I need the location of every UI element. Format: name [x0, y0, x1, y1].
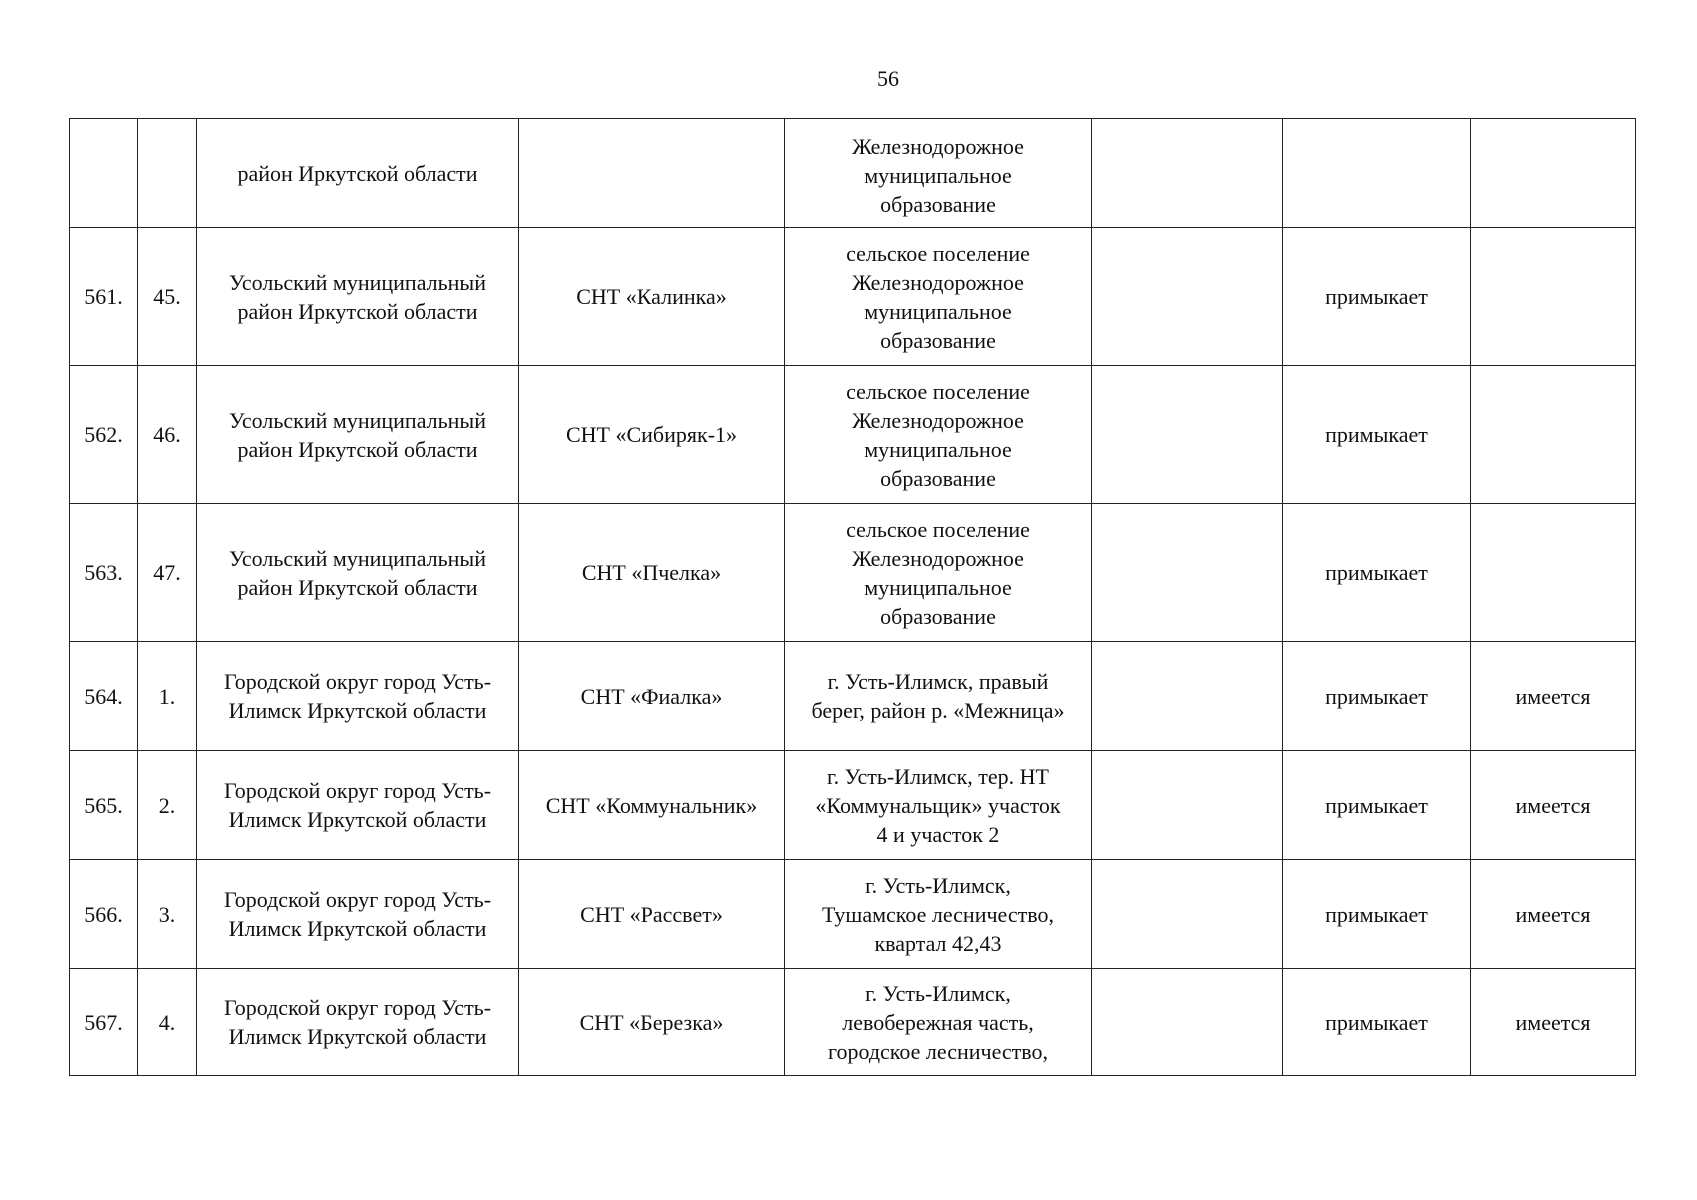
cell-name: СНТ «Пчелка» [519, 504, 785, 642]
cell-name: СНТ «Березка» [519, 969, 785, 1076]
cell-adjacency: примыкает [1283, 751, 1471, 860]
location-line: сельское поселение [846, 378, 1030, 404]
cell-sub: 3. [138, 860, 197, 969]
location-line: муниципальное [864, 162, 1012, 188]
cell-location [785, 642, 1092, 751]
cell-district: район Иркутской области [197, 119, 519, 228]
cell-adjacency: примыкает [1283, 969, 1471, 1076]
cell-col6 [1092, 228, 1283, 366]
table-row [70, 366, 1636, 504]
location-line: сельское поселение [846, 240, 1030, 266]
table-row [70, 642, 1636, 751]
location-line: образование [880, 191, 996, 217]
location-line: муниципальное [864, 574, 1012, 600]
cell-location [785, 504, 1092, 642]
cell-name: СНТ «Рассвет» [519, 860, 785, 969]
table-row [70, 860, 1636, 969]
cell-num: 565. [70, 751, 138, 860]
cell-col6 [1092, 751, 1283, 860]
cell-adjacency: примыкает [1283, 366, 1471, 504]
location-line: образование [880, 465, 996, 491]
cell-col6 [1092, 642, 1283, 751]
cell-num: 564. [70, 642, 138, 751]
cell-district: Городской округ город Усть-Илимск Иркутской области [197, 860, 519, 969]
location-line: муниципальное [864, 298, 1012, 324]
location-line: берег, район р. «Межница» [811, 698, 1065, 723]
cell-location [785, 366, 1092, 504]
cell-adjacency: примыкает [1283, 228, 1471, 366]
cell-location [785, 860, 1092, 969]
cell-name: СНТ «Сибиряк-1» [519, 366, 785, 504]
location-line: квартал 42,43 [874, 930, 1002, 956]
cell-presence: имеется [1471, 751, 1636, 860]
cell-district: Городской округ город Усть-Илимск Иркутской области [197, 642, 519, 751]
cell-col6 [1092, 969, 1283, 1076]
cell-col6 [1092, 119, 1283, 228]
table-row [70, 504, 1636, 642]
cell-presence [1471, 119, 1636, 228]
cell-num [70, 119, 138, 228]
table-row [70, 751, 1636, 860]
location-line: образование [880, 327, 996, 353]
cell-district: Усольский муниципальный район Иркутской области [197, 504, 519, 642]
location-line: сельское поселение [846, 516, 1030, 542]
location-line: Железнодорожное [852, 133, 1024, 159]
location-line: Железнодорожное [852, 545, 1024, 571]
cell-sub: 4. [138, 969, 197, 1076]
page-number: 56 [877, 66, 899, 91]
cell-num: 562. [70, 366, 138, 504]
cell-district: Усольский муниципальный район Иркутской области [197, 366, 519, 504]
cell-num: 566. [70, 860, 138, 969]
cell-presence: имеется [1471, 642, 1636, 751]
cell-sub: 2. [138, 751, 197, 860]
table-row-continuation [70, 119, 1636, 228]
cell-sub: 45. [138, 228, 197, 366]
cell-num: 563. [70, 504, 138, 642]
cell-name: СНТ «Коммунальник» [519, 751, 785, 860]
cell-sub [138, 119, 197, 228]
cell-adjacency [1283, 119, 1471, 228]
location-line: 4 и участок 2 [876, 821, 1000, 847]
location-line: левобережная часть, [842, 1009, 1034, 1035]
location-line: муниципальное [864, 436, 1012, 462]
registry-table [69, 118, 1636, 1076]
cell-col6 [1092, 366, 1283, 504]
cell-adjacency: примыкает [1283, 860, 1471, 969]
location-line: Железнодорожное [852, 407, 1024, 433]
location-line: образование [880, 603, 996, 629]
cell-name: СНТ «Калинка» [519, 228, 785, 366]
cell-district: Городской округ город Усть-Илимск Иркутской области [197, 751, 519, 860]
cell-adjacency: примыкает [1283, 642, 1471, 751]
cell-district: Усольский муниципальный район Иркутской области [197, 228, 519, 366]
location-line: Железнодорожное [852, 269, 1024, 295]
cell-adjacency: примыкает [1283, 504, 1471, 642]
cell-presence [1471, 366, 1636, 504]
table-row [70, 228, 1636, 366]
location-line: «Коммунальщик» участок [815, 792, 1061, 818]
cell-location [785, 119, 1092, 228]
location-line: г. Усть-Илимск, тер. НТ [827, 763, 1049, 789]
cell-num: 561. [70, 228, 138, 366]
cell-num: 567. [70, 969, 138, 1076]
cell-location [785, 751, 1092, 860]
cell-sub: 1. [138, 642, 197, 751]
cell-name: СНТ «Фиалка» [519, 642, 785, 751]
cell-presence: имеется [1471, 969, 1636, 1076]
table-row [70, 969, 1636, 1076]
location-line: г. Усть-Илимск, [865, 872, 1011, 898]
cell-presence: имеется [1471, 860, 1636, 969]
cell-col6 [1092, 504, 1283, 642]
cell-sub: 46. [138, 366, 197, 504]
location-line: г. Усть-Илимск, [865, 980, 1011, 1006]
cell-presence [1471, 228, 1636, 366]
cell-location [785, 969, 1092, 1076]
cell-location [785, 228, 1092, 366]
cell-sub: 47. [138, 504, 197, 642]
location-line: Тушамское лесничество, [822, 901, 1054, 927]
cell-name [519, 119, 785, 228]
cell-presence [1471, 504, 1636, 642]
location-line: г. Усть-Илимск, правый [827, 669, 1049, 694]
cell-col6 [1092, 860, 1283, 969]
location-line: городское лесничество, [828, 1038, 1048, 1064]
cell-district: Городской округ город Усть-Илимск Иркутской области [197, 969, 519, 1076]
